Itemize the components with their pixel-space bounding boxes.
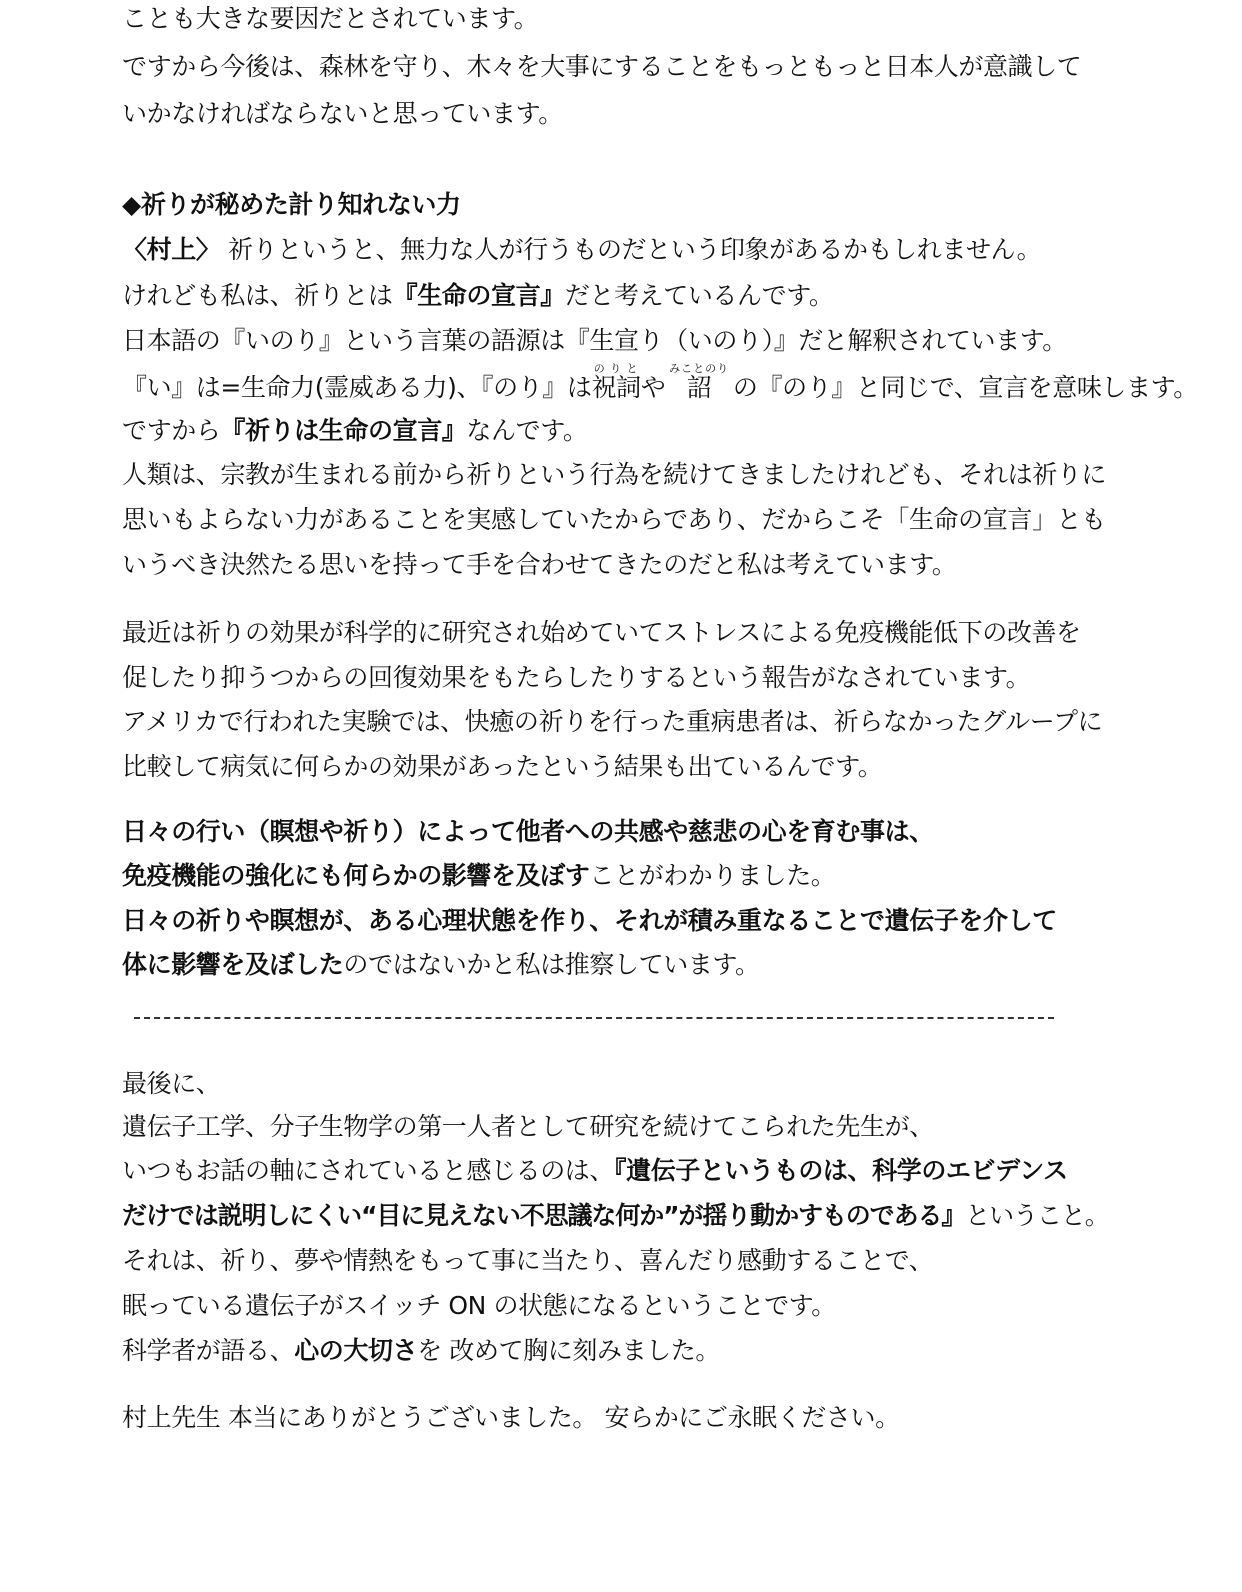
ruby-mikotonori	[669, 362, 730, 402]
p1-line-4-a: 『い』は=生命力(霊威ある力)、『のり』は	[122, 373, 592, 402]
furigana-mikotonori: みことのり	[669, 362, 730, 375]
p1-line-2	[122, 279, 833, 313]
intro-line-3: いかなければならないと思っています。	[122, 99, 563, 128]
p1-line-3: 日本語の『いのり』という言葉の語源は『生宣り（いのり）』だと解釈されています。	[122, 326, 1067, 355]
p3-line-2-bold: 免疫機能の強化にも何らかの影響を及ぼす	[122, 861, 590, 890]
p1-line-5-a: ですから	[122, 416, 221, 445]
p2-line-3: アメリカで行われた実験では、快癒の祈りを行った重病患者は、祈らなかったグループに	[122, 707, 1103, 736]
word-norito: 祝詞	[591, 373, 641, 402]
p3-line-4-rest: のではないかと私は推察しています。	[343, 950, 760, 979]
speaker-label: 〈村上〉	[122, 235, 221, 264]
ruby-norito	[591, 362, 641, 402]
p4-line-4-bold: だけでは説明しにくい“目に見えない不思議な何か”が揺り動かすものである』	[122, 1201, 966, 1230]
p4-line-7-c: を 改めて胸に刻みました。	[417, 1336, 720, 1365]
p4-line-3-a: いつもお話の軸にされていると感じるのは、	[122, 1156, 615, 1185]
p4-line-5: それは、祈り、夢や情熱をもって事に当たり、喜んだり感動することで、	[122, 1246, 934, 1275]
p4-line-3	[122, 1154, 1068, 1188]
p1-line-7: 思いもよらない力があることを実感していたからであり、だからこそ「生命の宣言」とも	[122, 505, 1106, 534]
emphasis-life-declaration: 『生命の宣言』	[392, 281, 565, 310]
word-mikotonori: 詔	[669, 373, 730, 402]
emphasis-heart-importance: 心の大切さ	[294, 1336, 418, 1365]
p4-line-7	[122, 1334, 720, 1368]
intro-line-1: ことも大きな要因だとされています。	[122, 4, 539, 33]
p1-line-2-a: けれども私は、祈りとは	[122, 281, 393, 310]
p3-line-4-bold: 体に影響を及ぼした	[122, 950, 344, 979]
p2-line-4: 比較して病気に何らかの効果があったという結果も出ているんです。	[122, 752, 883, 781]
emphasis-prayer-declaration: 『祈りは生命の宣言』	[220, 416, 467, 445]
p1-line-2-c: だと考えているんです。	[564, 281, 834, 310]
p3-line-3: 日々の祈りや瞑想が、ある心理状態を作り、それが積み重なることで遺伝子を介して	[122, 906, 1057, 935]
p1-line-5	[122, 414, 587, 448]
p1-line-4	[122, 362, 1198, 406]
p4-line-6: 眠っている遺伝子がスイッチ ON の状態になるということです。	[122, 1291, 836, 1320]
p1-line-1	[122, 233, 1041, 267]
p1-line-4-b: や	[640, 373, 666, 402]
p2-line-2: 促したり抑うつからの回復効果をもたらしたりするという報告がなされています。	[122, 663, 1031, 692]
furigana-norito: のりと	[591, 362, 641, 375]
p4-line-3-bold: 『遺伝子というものは、科学のエビデンス	[614, 1156, 1068, 1185]
p2-line-1: 最近は祈りの効果が科学的に研究され始めていてストレスによる免疫機能低下の改善を	[122, 618, 1081, 647]
dashed-separator	[134, 1017, 1054, 1019]
p1-line-5-c: なんです。	[466, 416, 588, 445]
p4-line-4	[122, 1199, 1109, 1233]
p4-line-1: 最後に、	[122, 1069, 221, 1098]
p3-line-2	[122, 859, 835, 893]
p1-line-6: 人類は、宗教が生まれる前から祈りという行為を続けてきましたけれども、それは祈りに	[122, 460, 1107, 489]
intro-line-2: ですから今後は、森林を守り、木々を大事にすることをもっともっと日本人が意識して	[122, 52, 1082, 81]
p1-line-4-c: の『のり』と同じで、宣言を意味します。	[732, 373, 1198, 402]
section-heading: ◆祈りが秘めた計り知れない力	[122, 190, 461, 219]
p4-line-7-a: 科学者が語る、	[122, 1336, 295, 1365]
p4-line-4-rest: ということ。	[965, 1201, 1109, 1230]
p3-line-1: 日々の行い（瞑想や祈り）によって他者への共感や慈悲の心を育む事は、	[122, 817, 934, 846]
p3-line-4	[122, 948, 760, 982]
p1-line-1-text: 祈りというと、無力な人が行うものだという印象があるかもしれません。	[227, 235, 1042, 264]
closing-line: 村上先生 本当にありがとうございました。 安らかにご永眠ください。	[122, 1403, 900, 1432]
p3-line-2-rest: ことがわかりました。	[589, 861, 836, 890]
p4-line-2: 遺伝子工学、分子生物学の第一人者として研究を続けてこられた先生が、	[122, 1112, 934, 1141]
p1-line-8: いうべき決然たる思いを持って手を合わせてきたのだと私は考えています。	[122, 550, 957, 579]
